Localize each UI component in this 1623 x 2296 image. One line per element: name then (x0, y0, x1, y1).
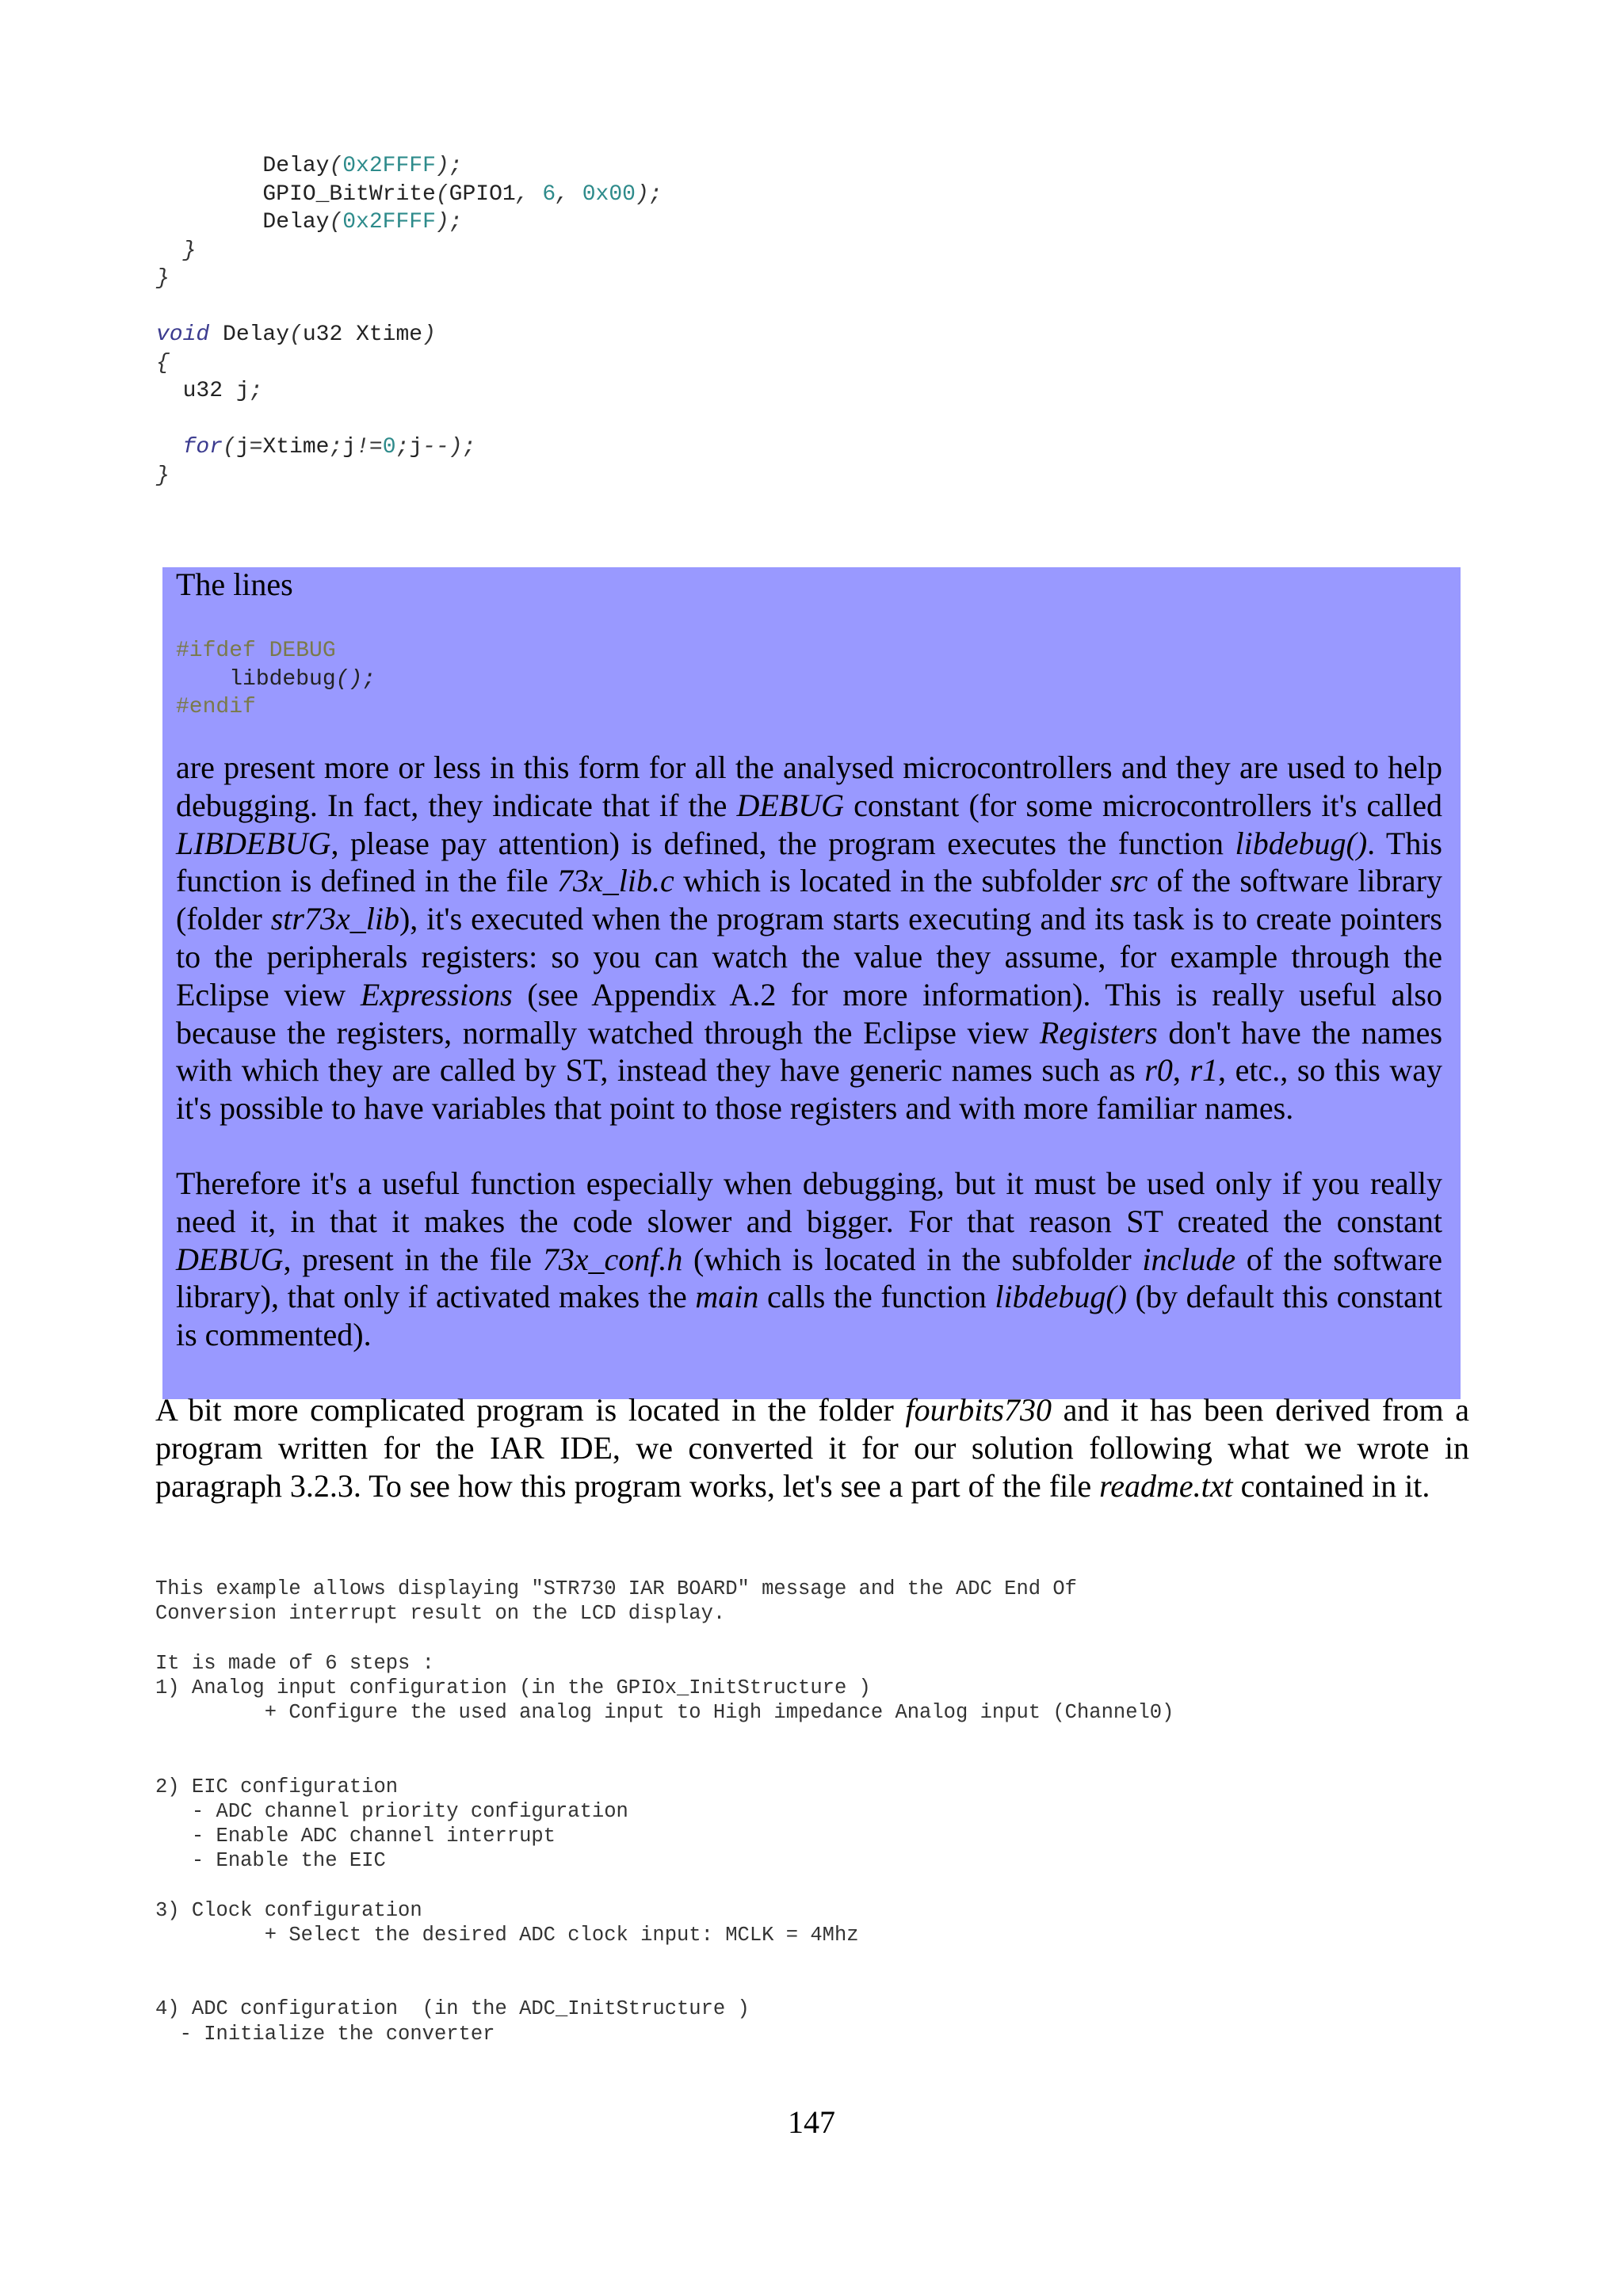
readme-line: - Enable the EIC (155, 1849, 386, 1873)
readme-excerpt (155, 1577, 1174, 2046)
page-number: 147 (788, 2104, 835, 2140)
readme-line: 4) ADC configuration (in the ADC_InitStructure ) (155, 1997, 750, 2021)
readme-line: It is made of 6 steps : (155, 1651, 434, 1675)
code-line: GPIO_BitWrite(GPIO1, 6, 0x00); (156, 181, 663, 207)
highlight-paragraph-2: Therefore it's a useful function especially when debugging, but it must be used only if you really need it, in that it makes the code slower and bigger. For that reason ST created the constant DEBUG, present in the file 73x_conf.h (which is located in the subfolder include of the software library), that only if activated makes the main calls the function libdebug() (by default this constant is commented). (176, 1165, 1443, 1353)
code-line: Delay(0x2FFFF); (156, 154, 463, 178)
code-line: Delay(0x2FFFF); (156, 210, 463, 235)
readme-line: - ADC channel priority configuration (155, 1799, 628, 1823)
code-line: libdebug(); (176, 666, 376, 692)
code-line: void Delay(u32 Xtime) (156, 322, 436, 347)
code-line: for(j=Xtime;j!=0;j--); (182, 435, 476, 460)
code-block-libdebug (176, 637, 376, 722)
readme-line: 1) Analog input configuration (in the GPIOx_InitStructure ) (155, 1676, 871, 1699)
readme-line: + Select the desired ADC clock input: MCLK = 4Mhz (155, 1923, 859, 1947)
code-line: } (156, 463, 170, 488)
code-line: { (156, 350, 170, 376)
code-line: } (156, 266, 170, 291)
code-line: u32 j; (156, 379, 263, 403)
highlight-intro: The lines (176, 566, 293, 602)
readme-line: 3) Clock configuration (155, 1898, 422, 1922)
readme-line: - Enable ADC channel interrupt (155, 1825, 556, 1848)
readme-line: 2) EIC configuration (155, 1775, 399, 1798)
readme-line: + Configure the used analog input to High impedance Analog input (Channel0) (155, 1701, 1174, 1725)
code-line: #ifdef DEBUG (176, 639, 336, 663)
highlight-paragraph-1: are present more or less in this form for all the analysed microcontrollers and they are used to help debugging. In fact, they indicate that if the DEBUG constant (for some microcontrollers it's called LIBDEBUG, please pay attention) is defined, the program executes the function libdebug(). This function is defined in the file 73x_lib.c which is located in the subfolder src of the software library (folder str73x_lib), it's executed when the program starts executing and its task is to create pointers to the peripherals registers: so you can watch the value they assume, for example through the Eclipse view Expressions (see Appendix A.2 for more information). This is really useful also because the registers, normally watched through the Eclipse view Registers don't have the names with which they are called by ST, instead they have generic names such as r0, r1, etc., so this way it's possible to have variables that point to those registers and with more familiar names. (176, 749, 1443, 1127)
body-paragraph: A bit more complicated program is located in the folder fourbits730 and it has been derived from a program written for the IAR IDE, we converted it for our solution following what we wrote in paragraph 3.2.3. To see how this program works, let's see a part of the file readme.txt contained in it. (155, 1392, 1469, 1504)
code-block-delay (156, 152, 663, 490)
readme-line: - Initialize the converter (155, 2022, 495, 2046)
readme-line: Conversion interrupt result on the LCD display. (155, 1602, 726, 1626)
readme-line: This example allows displaying "STR730 IAR BOARD" message and the ADC End Of (155, 1577, 1077, 1600)
code-line: } (156, 238, 197, 263)
code-line: #endif (176, 695, 256, 719)
